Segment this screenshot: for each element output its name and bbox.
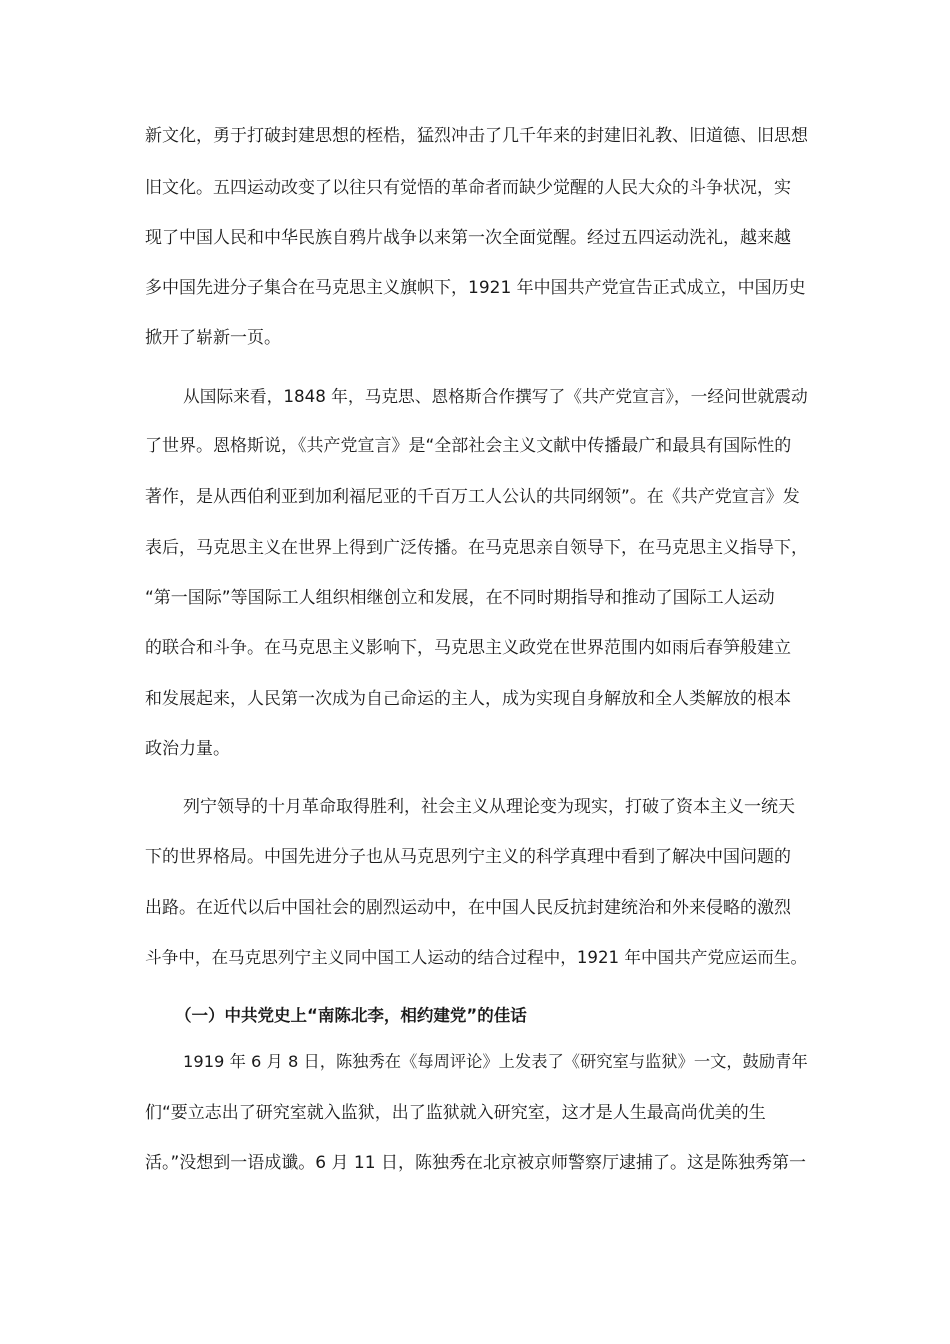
text-line: 现了中国人民和中华民族自鸦片战争以来第一次全面觉醒。经过五四运动洗礼，越来越 — [145, 228, 791, 248]
text-line: 新文化，勇于打破封建思想的桎梏，猛烈冲击了几千年来的封建旧礼教、旧道德、旧思想 — [145, 126, 808, 146]
text-line: 1919 年 6 月 8 日，陈独秀在《每周评论》上发表了《研究室与监狱》一文，鼓励青年 — [183, 1052, 808, 1071]
text-line: 斗争中，在马克思列宁主义同中国工人运动的结合过程中，1921 年中国共产党应运而生。 — [145, 948, 808, 967]
text-line: 旧文化。五四运动改变了以往只有觉悟的革命者而缺少觉醒的人民大众的斗争状况，实 — [145, 178, 791, 198]
text-line: 掀开了崭新一页。 — [145, 328, 281, 348]
section-heading: （一）中共党史上“南陈北李，相约建党”的佳话 — [175, 1006, 527, 1025]
text-line: 活。”没想到一语成谶。6 月 11 日，陈独秀在北京被京师警察厅逮捕了。这是陈独秀第一 — [145, 1153, 806, 1173]
text-line: 下的世界格局。中国先进分子也从马克思列宁主义的科学真理中看到了解决中国问题的 — [145, 847, 791, 867]
text-line: 著作，是从西伯利亚到加利福尼亚的千百万工人公认的共同纲领”。在《共产党宣言》发 — [145, 487, 800, 507]
text-line: “第一国际”等国际工人组织相继创立和发展，在不同时期指导和推动了国际工人运动 — [145, 588, 775, 608]
text-line: 表后，马克思主义在世界上得到广泛传播。在马克思亲自领导下，在马克思主义指导下， — [145, 538, 808, 558]
text-line: 和发展起来，人民第一次成为自己命运的主人，成为实现自身解放和全人类解放的根本 — [145, 689, 791, 709]
text-line: 们“要立志出了研究室就入监狱，出了监狱就入研究室，这才是人生最高尚优美的生 — [145, 1103, 766, 1123]
text-line: 政治力量。 — [145, 739, 230, 759]
text-line: 从国际来看，1848 年，马克思、恩格斯合作撰写了《共产党宣言》，一经问世就震动 — [183, 386, 808, 406]
text-line: 的联合和斗争。在马克思主义影响下，马克思主义政党在世界范围内如雨后春笋般建立 — [145, 638, 791, 658]
text-line: 出路。在近代以后中国社会的剧烈运动中，在中国人民反抗封建统治和外来侵略的激烈 — [145, 898, 791, 918]
text-line: 列宁领导的十月革命取得胜利，社会主义从理论变为现实，打破了资本主义一统天 — [183, 797, 795, 817]
text-line: 了世界。恩格斯说，《共产党宣言》是“全部社会主义文献中传播最广和最具有国际性的 — [145, 436, 792, 456]
text-line: 多中国先进分子集合在马克思主义旗帜下，1921 年中国共产党宣告正式成立，中国历史 — [145, 278, 806, 298]
